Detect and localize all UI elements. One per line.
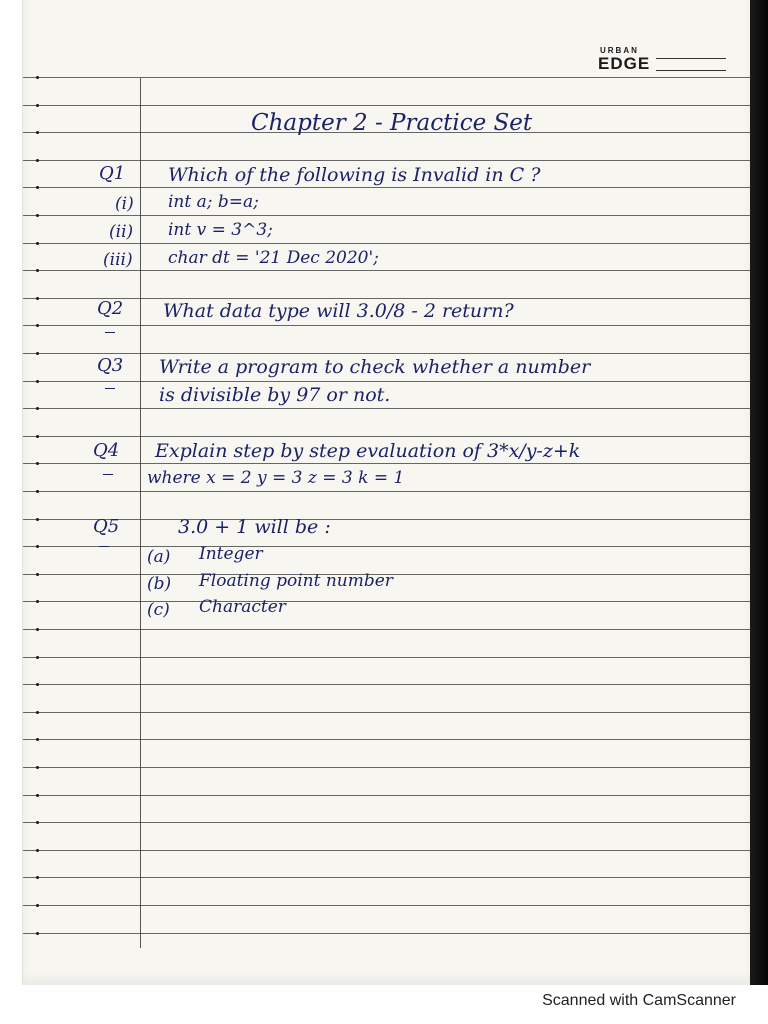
ruled-line (23, 850, 751, 851)
ruled-line (23, 546, 751, 547)
question-text-q3-line1: Write a program to check whether a number (159, 356, 591, 378)
margin-dot (36, 242, 39, 245)
q5-option-label-c: (c) (147, 600, 170, 620)
margin-dot (36, 683, 39, 686)
margin-dot (36, 876, 39, 879)
question-number-q5: Q5 (93, 516, 120, 537)
notebook-sheet (22, 0, 752, 985)
ruled-line (23, 905, 751, 906)
margin-dot (36, 490, 39, 493)
margin-dot (36, 435, 39, 438)
question-text-q3-line2: is divisible by 97 or not. (159, 384, 391, 406)
ruled-line (23, 657, 751, 658)
q5-option-text-b: Floating point number (199, 571, 393, 591)
question-number-q1: Q1 (99, 163, 126, 184)
question-number-q4: Q4 (93, 440, 120, 461)
margin-dot (36, 131, 39, 134)
brand-main-text: EDGE (598, 54, 651, 73)
margin-dot (36, 214, 39, 217)
q5-option-text-c: Character (199, 597, 286, 617)
ruled-line (23, 353, 751, 354)
q1-sub-label-iii: (iii) (103, 250, 133, 270)
ruled-line (23, 767, 751, 768)
margin-dot (36, 766, 39, 769)
ruled-line (23, 822, 751, 823)
ruled-line (23, 215, 751, 216)
ruled-line (23, 795, 751, 796)
ruled-line (23, 243, 751, 244)
brand-logo (598, 46, 728, 78)
question-text-q5: 3.0 + 1 will be : (178, 516, 331, 538)
q1-sub-text-iii: char dt = '21 Dec 2020'; (168, 248, 379, 268)
question-text-q4-line2: where x = 2 y = 3 z = 3 k = 1 (147, 468, 405, 488)
margin-dot (36, 380, 39, 383)
margin-dot (36, 794, 39, 797)
ruled-line (23, 739, 751, 740)
margin-dot (36, 821, 39, 824)
margin-dot (36, 600, 39, 603)
question-text-q2: What data type will 3.0/8 - 2 return? (163, 300, 514, 322)
margin-line (140, 78, 141, 948)
ruled-line (23, 712, 751, 713)
margin-dot (36, 186, 39, 189)
margin-dot (36, 104, 39, 107)
q5-option-label-a: (a) (147, 547, 171, 567)
page-title: Chapter 2 - Practice Set (251, 110, 533, 136)
ruled-line (23, 270, 751, 271)
margin-dot (36, 711, 39, 714)
margin-dot (36, 849, 39, 852)
margin-dot (36, 269, 39, 272)
ruled-line (23, 601, 751, 602)
scanner-watermark: Scanned with CamScanner (542, 992, 736, 1009)
ruled-line (23, 436, 751, 437)
q2-underline-mark (105, 332, 115, 333)
ruled-line (23, 684, 751, 685)
q1-sub-text-i: int a; b=a; (168, 192, 259, 212)
ruled-line (23, 877, 751, 878)
ruled-line (23, 381, 751, 382)
brand-top-text: URBAN (600, 46, 639, 55)
ruled-line (23, 105, 751, 106)
margin-dot (36, 628, 39, 631)
q1-sub-label-i: (i) (115, 194, 134, 214)
q5-underline-mark (99, 546, 109, 547)
ruled-line (23, 519, 751, 520)
margin-dot (36, 545, 39, 548)
ruled-line (23, 298, 751, 299)
ruled-line (23, 463, 751, 464)
q1-sub-text-ii: int v = 3^3; (168, 220, 273, 240)
margin-dot (36, 518, 39, 521)
margin-dot (36, 932, 39, 935)
ruled-line (23, 408, 751, 409)
ruled-line (23, 325, 751, 326)
margin-dot (36, 738, 39, 741)
margin-dot (36, 76, 39, 79)
margin-dot (36, 656, 39, 659)
margin-dot (36, 352, 39, 355)
question-number-q2: Q2 (97, 298, 124, 319)
q5-option-label-b: (b) (147, 574, 172, 594)
brand-date-line (656, 70, 726, 71)
margin-dot (36, 297, 39, 300)
brand-date-line (656, 58, 726, 59)
question-text-q4-line1: Explain step by step evaluation of 3*x/y-z+k (155, 440, 581, 462)
margin-dot (36, 462, 39, 465)
ruled-line (23, 187, 751, 188)
q4-underline-mark (103, 474, 113, 475)
ruled-line (23, 629, 751, 630)
margin-dot (36, 407, 39, 410)
margin-dot (36, 573, 39, 576)
margin-dot (36, 324, 39, 327)
ruled-line (23, 160, 751, 161)
margin-dot (36, 159, 39, 162)
ruled-line (23, 933, 751, 934)
question-number-q3: Q3 (97, 355, 124, 376)
q3-underline-mark (105, 388, 115, 389)
ruled-line (23, 491, 751, 492)
q1-sub-label-ii: (ii) (109, 222, 134, 242)
page-edge-shadow (750, 0, 768, 985)
margin-dot (36, 904, 39, 907)
question-text-q1: Which of the following is Invalid in C ? (168, 164, 541, 186)
q5-option-text-a: Integer (199, 544, 263, 564)
